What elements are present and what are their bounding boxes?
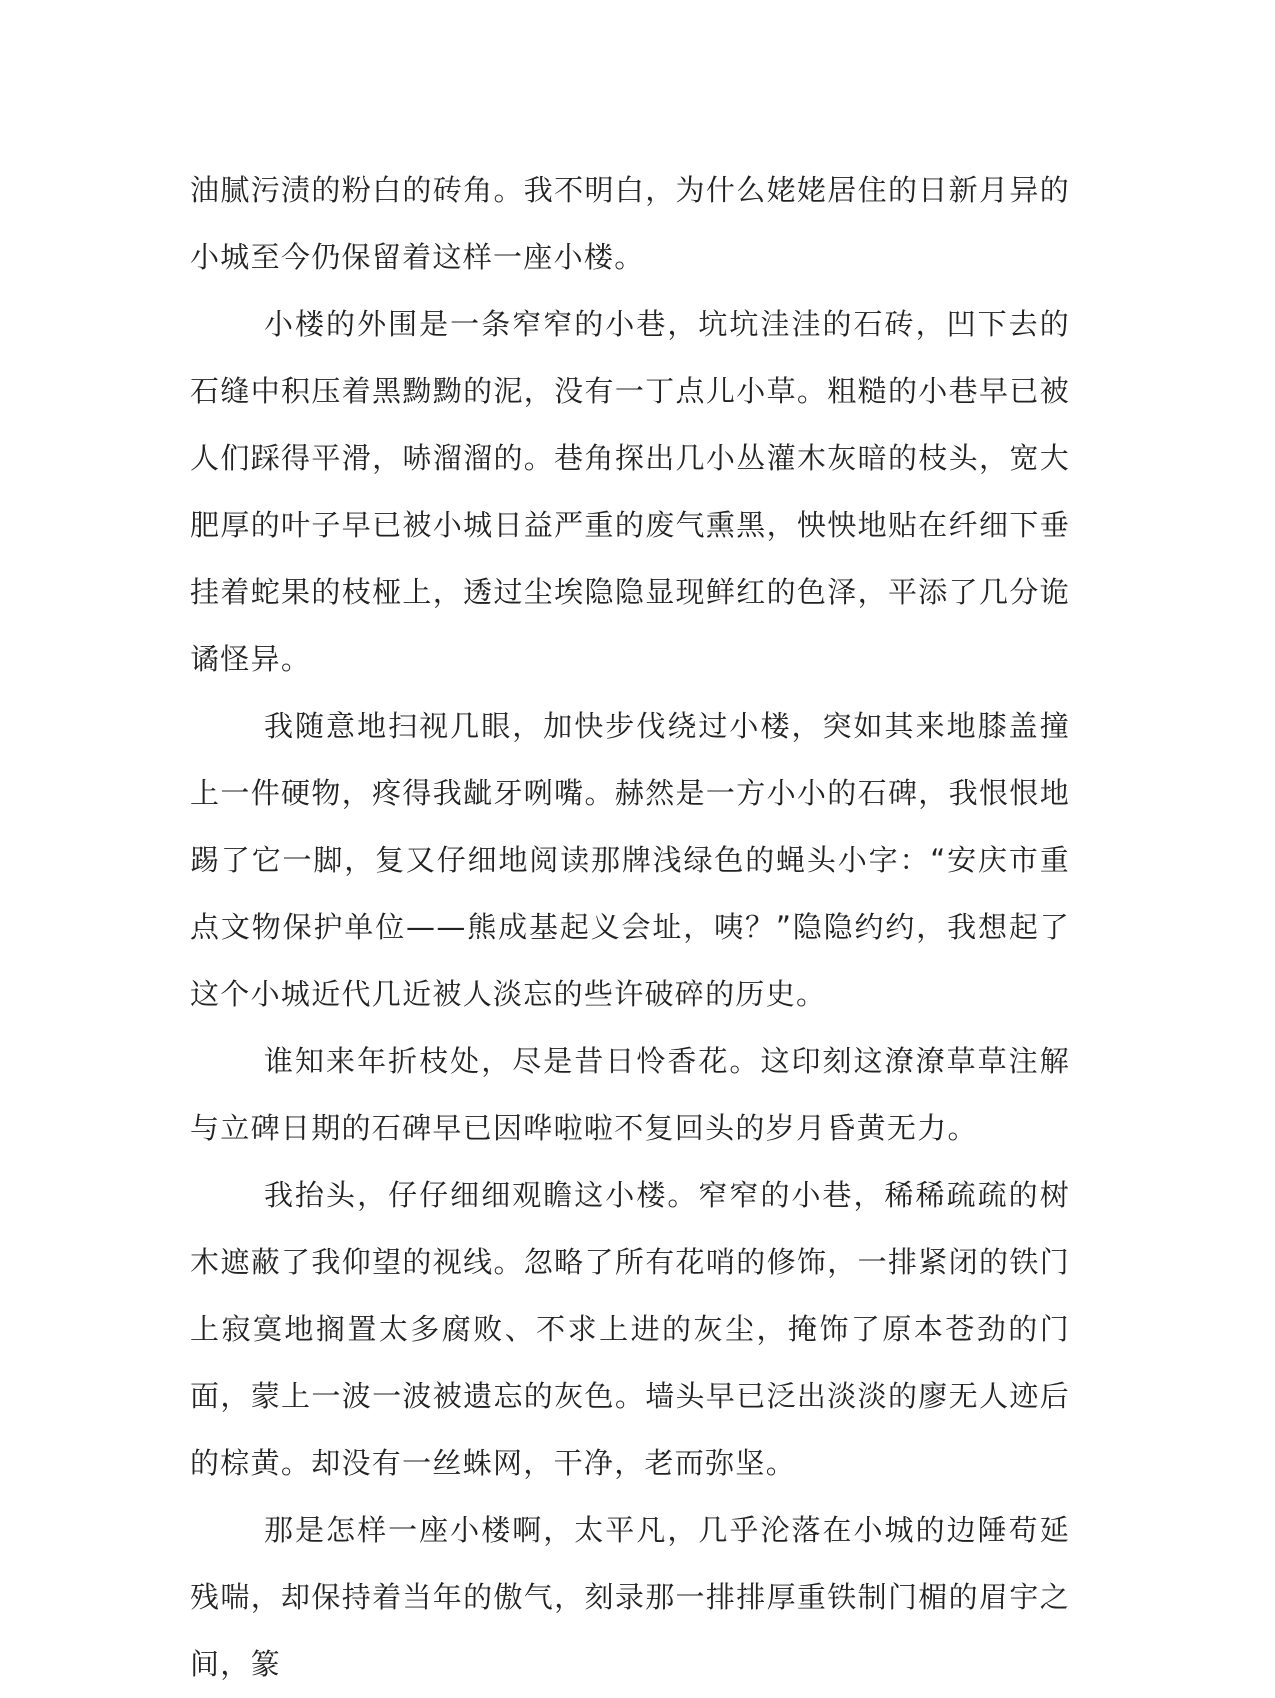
- paragraph: 小楼的外围是一条窄窄的小巷，坑坑洼洼的石砖，凹下去的石缝中积压着黑黝黝的泥，没有一丁点儿小草。粗糙的小巷早已被人们踩得平滑，哧溜溜的。巷角探出几小丛灌木灰暗的枝头，宽大肥厚的叶子早已被小城日益严重的废气熏黑，怏怏地贴在纤细下垂挂着蛇果的枝桠上，透过尘埃隐隐显现鲜红的色泽，平添了几分诡谲怪异。: [190, 307, 1070, 676]
- essay-body: [190, 157, 1070, 1698]
- paragraph: 我随意地扫视几眼，加快步伐绕过小楼，突如其来地膝盖撞上一件硬物，疼得我龇牙咧嘴。赫然是一方小小的石碑，我恨恨地踢了它一脚，复又仔细地阅读那牌浅绿色的蝇头小字：“安庆市重点文物保护单位——熊成基起义会址，咦？”隐隐约约，我想起了这个小城近代几近被人淡忘的些许破碎的历史。: [190, 709, 1070, 1011]
- paragraph: 我抬头，仔仔细细观瞻这小楼。窄窄的小巷，稀稀疏疏的树木遮蔽了我仰望的视线。忽略了所有花哨的修饰，一排紧闭的铁门上寂寞地搁置太多腐败、不求上进的灰尘，掩饰了原本苍劲的门面，蒙上一波一波被遗忘的灰色。墙头早已泛出淡淡的廖无人迹后的棕黄。却没有一丝蛛网，干净，老而弥坚。: [190, 1178, 1070, 1480]
- paragraph: 谁知来年折枝处，尽是昔日怜香花。这印刻这潦潦草草注解与立碑日期的石碑早已因哗啦啦不复回头的岁月昏黄无力。: [190, 1044, 1070, 1145]
- paragraph: 油腻污渍的粉白的砖角。我不明白，为什么姥姥居住的日新月异的小城至今仍保留着这样一座小楼。: [190, 173, 1070, 274]
- paragraph: 那是怎样一座小楼啊，太平凡，几乎沦落在小城的边陲苟延残喘，却保持着当年的傲气，刻录那一排排厚重铁制门楣的眉宇之间，篆: [190, 1513, 1070, 1681]
